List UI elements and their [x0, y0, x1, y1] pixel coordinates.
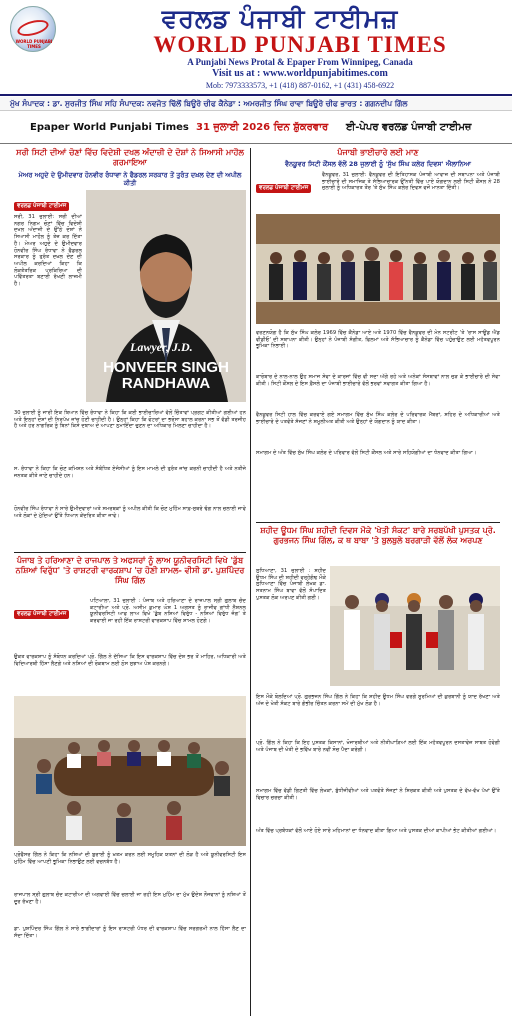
story-4	[256, 526, 500, 1016]
workshop-photo	[14, 696, 246, 846]
story-1-subhead: ਮੇਅਰ ਅਹੁਦੇ ਦੇ ਉਮੀਦਵਾਰ ਹੋਨਵੀਰ ਰੰਧਾਵਾ ਨੇ ਫੈਡਰਲ ਸਰਕਾਰ ਤੋਂ ਤੁਰੰਤ ਦਖ਼ਲ ਦੇਣ ਦੀ ਅਪੀਲ ਕੀਤੀ	[18, 171, 242, 187]
story-3-body-c: ਰਾਜਪਾਲ ਸ੍ਰੀ ਗੁਲਾਬ ਚੰਦ ਕਟਾਰੀਆ ਦੀ ਅਗਵਾਈ ਵਿੱਚ ਚਲਾਈ ਜਾ ਰਹੀ ਇਸ ਮੁਹਿੰਮ ਦਾ ਮੁੱਖ ਉਦੇਸ਼ ਨੌਜਵਾਨਾਂ ਨੂੰ ਨਸ਼ਿਆਂ ਤੋਂ ਦੂਰ ਰੱਖਣਾ ਹੈ।	[14, 892, 246, 905]
news-stamp: ਵਰਲਡ ਪੰਜਾਬੀ ਟਾਈਮਜ	[14, 202, 69, 211]
city-hall-scene-svg	[256, 214, 500, 324]
story-3-body-a: ਉਕਤ ਵਾਰਕਸ਼ਾਪ ਨੂੰ ਸੰਬੋਧਨ ਕਰਦਿਆਂ ਪ੍ਰੋ. ਗਿੱਲ ਨੇ ਦੱਸਿਆ ਕਿ ਇਸ ਵਾਰਕਸ਼ਾਪ ਵਿੱਚ ਦੇਸ਼ ਭਰ ਤੋਂ ਮਾਹਿਰ, ਅਧਿਕਾਰੀ ਅਤੇ ਵਿਦਿਆਰਥੀ ਹਿੱਸਾ ਲੈਣਗੇ ਅਤੇ ਨਸ਼ਿਆਂ ਦੀ ਰੋਕਥਾਮ ਲਈ ਠੋਸ ਸੁਝਾਅ ਪੇਸ਼ ਕਰਨਗੇ।	[14, 654, 246, 667]
story-1-headline: ਸਰੀ ਸਿਟੀ ਦੀਆਂ ਚੋਣਾਂ ਵਿੱਚ ਵਿਦੇਸ਼ੀ ਦਖਲ ਅੰਦਾਜ਼ੀ ਦੇ ਦੋਸ਼ਾਂ ਨੇ ਸਿਆਸੀ ਮਾਹੌਲ ਗਰਮਾਇਆ	[16, 148, 244, 167]
story-divider-right	[256, 522, 500, 523]
story-2	[256, 148, 500, 518]
candidate-photo	[86, 190, 246, 402]
story-2-stamp-wrap	[256, 174, 320, 193]
book-release-scene-svg	[330, 566, 500, 686]
story-1-body-b: 30 ਜੁਲਾਈ ਨੂੰ ਜਾਰੀ ਇਕ ਬਿਆਨ ਵਿੱਚ ਰੰਧਾਵਾ ਨੇ ਕਿਹਾ ਕਿ ਕਈ ਭਾਈਚਾਰਿਆਂ ਵੱਲੋਂ ਚਿੰਤਾਵਾਂ ਪ੍ਰਗਟ ਕੀਤੀਆਂ ਗਈਆਂ ਹਨ ਅਤੇ ਇਨ੍ਹਾਂ ਦੋਸ਼ਾਂ ਦੀ ਨਿਰਪੱਖ ਜਾਂਚ ਹੋਣੀ ਚਾਹੀਦੀ ਹੈ। ਉਨ੍ਹਾਂ ਕਿਹਾ ਕਿ ਵੋਟਰਾਂ ਦਾ ਭਰੋਸਾ ਬਹਾਲ ਕਰਨਾ ਸਭ ਤੋਂ ਵੱਡੀ ਤਰਜੀਹ ਹੈ ਅਤੇ ਹਰ ਨਾਗਰਿਕ ਨੂੰ ਬਿਨਾਂ ਕਿਸੇ ਦਬਾਅ ਦੇ ਆਪਣਾ ਨੁਮਾਇੰਦਾ ਚੁਣਨ ਦਾ ਅਧਿਕਾਰ ਮਿਲਣਾ ਚਾਹੀਦਾ ਹੈ।	[14, 410, 246, 430]
story-4-headline: ਸ਼ਹੀਦ ਊਧਮ ਸਿੰਘ ਸ਼ਹੀਦੀ ਦਿਵਸ ਮੌਕੇ 'ਖੇਤੀ ਸੰਕਟ' ਬਾਰੇ ਸਰਬਪੱਖੀ ਪੁਸਤਕ ਪ੍ਰੋ. ਗੁਰਭਜਨ ਸਿੰਘ ਗਿੱਲ, ਕ ਥ ਬਾਬਾ 'ਤੇ ਬੁਲਬੁਲੇ ਬਰਗਾੜੀ ਵੱਲੋਂ ਲੋਕ ਅਰਪਣ	[260, 526, 496, 545]
story-2-body-a: ਵਰਣਨਯੋਗ ਹੈ ਕਿ ਸੁੱਖ ਸਿੰਘ ਕਲੇਰ 1969 ਵਿੱਚ ਕੈਨੇਡਾ ਆਏ ਅਤੇ 1970 ਵਿੱਚ ਵੈਨਕੂਵਰ ਦੀ ਮੇਨ ਸਟਰੀਟ 'ਤੇ 'ਰਾਸ ਸਾਊਂਡ ਐਂਡ ਵੀਡੀਓ' ਦੀ ਸਥਾਪਨਾ ਕੀਤੀ। ਉਨ੍ਹਾਂ ਨੇ ਪੰਜਾਬੀ ਸੰਗੀਤ, ਫਿਲਮਾਂ ਅਤੇ ਸੱਭਿਆਚਾਰ ਨੂੰ ਕੈਨੇਡਾ ਵਿੱਚ ਪਹੁੰਚਾਉਣ ਲਈ ਮਹੱਤਵਪੂਰਨ ਭੂਮਿਕਾ ਨਿਭਾਈ।	[256, 330, 500, 350]
story-2-body-b: ਕਾਰੋਬਾਰ ਦੇ ਨਾਲ-ਨਾਲ ਉਹ ਸਮਾਜ ਸੇਵਾ ਦੇ ਕਾਰਜਾਂ ਵਿੱਚ ਵੀ ਸਦਾ ਅੱਗੇ ਰਹੇ ਅਤੇ ਅਨੇਕਾਂ ਸੰਸਥਾਵਾਂ ਨਾਲ ਜੁੜ ਕੇ ਭਾਈਚਾਰੇ ਦੀ ਸੇਵਾ ਕੀਤੀ। ਸਿਟੀ ਕੌਂਸਲ ਦੇ ਇਸ ਫ਼ੈਸਲੇ ਦਾ ਪੰਜਾਬੀ ਭਾਈਚਾਰੇ ਵੱਲੋਂ ਭਰਵਾਂ ਸਵਾਗਤ ਕੀਤਾ ਗਿਆ ਹੈ।	[256, 374, 500, 387]
issue-date: 31 ਜੁਲਾਈ 2026 ਦਿਨ ਸ਼ੁੱਕਰਵਾਰ	[196, 122, 329, 133]
story-4-body-b: ਪ੍ਰੋ. ਗਿੱਲ ਨੇ ਕਿਹਾ ਕਿ ਇਹ ਪੁਸਤਕ ਕਿਸਾਨਾਂ, ਖੋਜਾਰਥੀਆਂ ਅਤੇ ਨੀਤੀਘਾੜਿਆਂ ਲਈ ਇੱਕ ਮਹੱਤਵਪੂਰਨ ਦਸਤਾਵੇਜ਼ ਸਾਬਤ ਹੋਵੇਗੀ ਅਤੇ ਪੰਜਾਬ ਦੀ ਖੇਤੀ ਦੇ ਭਵਿੱਖ ਬਾਰੇ ਨਵੀਂ ਸੋਚ ਪੈਦਾ ਕਰੇਗੀ।	[256, 740, 500, 753]
epaper-name: Epaper World Punjabi Times	[30, 122, 189, 133]
book-release-photo	[330, 566, 500, 686]
story-1	[14, 148, 246, 548]
editors-line: ਮੁੱਖ ਸੰਪਾਦਕ : ਡਾ. ਸੁਰਜੀਤ ਸਿੰਘ ਸਹਿ ਸੰਪਾਦਕ: ਨਵਜੋਤ ਢਿੱਲੋਂ ਬਿਊਰੋ ਚੀਫ ਕੈਨੇਡਾ : ਅਮਰਜੀਤ ਸਿੰਘ ਰਾਵਾ ਬਿਊਰੋ ਚੀਫ ਭਾਰਤ : ਗਗਨਦੀਪ ਗਿੱਲ	[0, 97, 512, 111]
website-link[interactable]: Visit us at : www.worldpunjabitimes.com	[212, 68, 388, 79]
story-1-body-a: ਸਰੀ, 31 ਜੁਲਾਈ: ਸਰੀ ਦੀਆਂ ਨਗਰ ਨਿਗਮ ਚੋਣਾਂ ਵਿੱਚ ਵਿਦੇਸ਼ੀ ਦਖਲ ਅੰਦਾਜ਼ੀ ਦੇ ਉੱਠੇ ਦੋਸ਼ਾਂ ਨੇ ਸਿਆਸੀ ਮਾਹੌਲ ਨੂੰ ਤੇਜ਼ ਕਰ ਦਿੱਤਾ ਹੈ। ਮੇਅਰ ਅਹੁਦੇ ਦੇ ਉਮੀਦਵਾਰ ਹੋਨਵੀਰ ਸਿੰਘ ਰੰਧਾਵਾ ਨੇ ਫੈਡਰਲ ਸਰਕਾਰ ਨੂੰ ਤੁਰੰਤ ਦਖ਼ਲ ਦੇਣ ਦੀ ਅਪੀਲ ਕਰਦਿਆਂ ਕਿਹਾ ਕਿ ਲੋਕਤੰਤਰਿਕ ਪ੍ਰਕਿਰਿਆ ਦੀ ਪਵਿੱਤਰਤਾ ਬਣਾਈ ਰੱਖਣੀ ਲਾਜ਼ਮੀ ਹੈ।	[14, 214, 82, 288]
story-4-body-a: ਇਸ ਮੌਕੇ ਬੋਲਦਿਆਂ ਪ੍ਰੋ. ਗੁਰਭਜਨ ਸਿੰਘ ਗਿੱਲ ਨੇ ਕਿਹਾ ਕਿ ਸ਼ਹੀਦ ਊਧਮ ਸਿੰਘ ਵਰਗੇ ਸੂਰਮਿਆਂ ਦੀ ਕੁਰਬਾਨੀ ਨੂੰ ਯਾਦ ਰੱਖਣਾ ਅਤੇ ਅੱਜ ਦੇ ਖੇਤੀ ਸੰਕਟ ਬਾਰੇ ਗੰਭੀਰ ਚਿੰਤਨ ਕਰਨਾ ਸਮੇਂ ਦੀ ਮੁੱਖ ਲੋੜ ਹੈ।	[256, 694, 500, 707]
workshop-scene-svg	[14, 696, 246, 846]
story-4-lead: ਲੁਧਿਆਣਾ, 31 ਜੁਲਾਈ : ਸ਼ਹੀਦ ਊਧਮ ਸਿੰਘ ਦੀ ਸ਼ਹੀਦੀ ਵਰ੍ਹੇਗੰਢ ਮੌਕੇ ਲੁਧਿਆਣਾ ਵਿੱਚ ਪੰਜਾਬੀ ਲੇਖਕ ਡਾ. ਸਤਨਾਮ ਸਿੰਘ ਬਾਵਾ ਵੱਲੋਂ ਸੰਪਾਦਿਤ ਪੁਸਤਕ ਲੋਕ ਅਰਪਣ ਕੀਤੀ ਗਈ।	[256, 568, 326, 601]
story-1-body-d: ਹੋਨਵੀਰ ਸਿੰਘ ਰੰਧਾਵਾ ਨੇ ਸਾਰੇ ਉਮੀਦਵਾਰਾਂ ਅਤੇ ਸਮਰਥਕਾਂ ਨੂੰ ਅਪੀਲ ਕੀਤੀ ਕਿ ਚੋਣ ਮੁਹਿੰਮ ਸਾਫ਼-ਸੁਥਰੇ ਢੰਗ ਨਾਲ ਚਲਾਈ ਜਾਵੇ ਅਤੇ ਲੋਕਾਂ ਦੇ ਮੁੱਦਿਆਂ ਉੱਤੇ ਧਿਆਨ ਕੇਂਦਰਿਤ ਕੀਤਾ ਜਾਵੇ।	[14, 506, 246, 519]
photo-caption-title: Lawyer, J.D.	[130, 340, 193, 354]
tagline: A Punjabi News Protal & Epaper From Winnipeg, Canada	[187, 57, 413, 67]
story-2-body-d: ਸਮਾਗਮ ਦੇ ਅੰਤ ਵਿੱਚ ਸੁੱਖ ਸਿੰਘ ਕਲੇਰ ਦੇ ਪਰਿਵਾਰ ਵੱਲੋਂ ਸਿਟੀ ਕੌਂਸਲ ਅਤੇ ਸਾਰੇ ਸਹਿਯੋਗੀਆਂ ਦਾ ਧੰਨਵਾਦ ਕੀਤਾ ਗਿਆ।	[256, 450, 477, 456]
masthead	[0, 0, 512, 96]
story-4-body-d: ਅੰਤ ਵਿੱਚ ਪ੍ਰਬੰਧਕਾਂ ਵੱਲੋਂ ਆਏ ਹੋਏ ਸਾਰੇ ਮਹਿਮਾਨਾਂ ਦਾ ਧੰਨਵਾਦ ਕੀਤਾ ਗਿਆ ਅਤੇ ਪੁਸਤਕ ਦੀਆਂ ਕਾਪੀਆਂ ਭੇਟ ਕੀਤੀਆਂ ਗਈਆਂ।	[256, 828, 497, 834]
title-english: WORLD PUNJABI TIMES	[153, 32, 447, 57]
story-3-body-b: ਪ੍ਰੋਫੈਸਰ ਗਿੱਲ ਨੇ ਕਿਹਾ ਕਿ ਨਸ਼ਿਆਂ ਦੀ ਬੁਰਾਈ ਨੂੰ ਖ਼ਤਮ ਕਰਨ ਲਈ ਸਮੂਹਿਕ ਯਤਨਾਂ ਦੀ ਲੋੜ ਹੈ ਅਤੇ ਯੂਨੀਵਰਸਿਟੀ ਇਸ ਮੁਹਿੰਮ ਵਿੱਚ ਆਪਣੀ ਭੂਮਿਕਾ ਨਿਭਾਉਣ ਲਈ ਵਚਨਬੱਧ ਹੈ।	[14, 852, 246, 865]
title-gurmukhi: ਵਰਲਡ ਪੰਜਾਬੀ ਟਾਈਮਜ਼	[161, 4, 399, 33]
story-2-lead: ਵੈਨਕੂਵਰ, 31 ਜੁਲਾਈ: ਵੈਨਕੂਵਰ ਦੀ ਇਤਿਹਾਸਕ ਪੰਜਾਬੀ ਆਵਾਜ਼ ਦੀ ਸਥਾਪਨਾ ਅਤੇ ਪੰਜਾਬੀ ਭਾਈਚਾਰੇ ਦੀ ਸਮਾਜਿਕ ਤੇ ਸੱਭਿਆਚਾਰਕ ਉੱਨਤੀ ਵਿੱਚ ਪਾਏ ਯੋਗਦਾਨ ਲਈ ਸਿਟੀ ਕੌਂਸਲ ਨੇ 28 ਜੁਲਾਈ ਨੂੰ ਅਧਿਕਾਰਤ ਤੌਰ 'ਤੇ ਸੁੱਖ ਸਿੰਘ ਕਲੇਰ ਦਿਵਸ ਵਜੋਂ ਮਾਨਤਾ ਦਿੱਤੀ।	[322, 172, 500, 192]
story-1-body-c: ਸ. ਰੰਧਾਵਾ ਨੇ ਕਿਹਾ ਕਿ ਚੋਣ ਕਮਿਸ਼ਨ ਅਤੇ ਸੰਬੰਧਿਤ ਏਜੰਸੀਆਂ ਨੂੰ ਇਸ ਮਾਮਲੇ ਦੀ ਤੁਰੰਤ ਜਾਂਚ ਕਰਨੀ ਚਾਹੀਦੀ ਹੈ ਅਤੇ ਨਤੀਜੇ ਜਨਤਕ ਕੀਤੇ ਜਾਣੇ ਚਾਹੀਦੇ ਹਨ।	[14, 466, 246, 479]
story-3	[14, 556, 246, 1016]
story-1-lead-column	[14, 192, 82, 288]
city-hall-photo	[256, 214, 500, 324]
globe-logo-icon	[10, 6, 56, 52]
story-2-headline: ਪੰਜਾਬੀ ਭਾਈਚਾਰੇ ਲਈ ਮਾਣ	[337, 148, 419, 157]
story-divider-left	[14, 552, 246, 553]
contact-numbers: Mob: 7973333573, +1 (418) 887-0162, +1 (431) 458-6922	[205, 81, 395, 90]
date-bar	[0, 114, 512, 144]
photo-caption-name: HONVEER SINGH RANDHAWA	[103, 359, 229, 392]
news-stamp: ਵਰਲਡ ਪੰਜਾਬੀ ਟਾਈਮਜ	[14, 610, 69, 619]
column-divider	[250, 148, 251, 1016]
story-3-headline: ਪੰਜਾਬ ਤੇ ਹਰਿਆਣਾ ਦੇ ਰਾਜਪਾਲ ਤੇ ਅਫਸਰਾਂ ਨੂੰ ਲਾਅ ਯੂਨੀਵਰਸਿਟੀ ਵਿਖੇ 'ਡੁੱਬ ਨਸ਼ਿਆਂ ਵਿਰੁੱਧ' 'ਤੇ ਰਾਸ਼ਟਰੀ ਵਾਰਕਸ਼ਾਪ 'ਚ ਹੋਣੀ ਸ਼ਾਮਲ- ਵੀਸੀ ਡਾ. ਪੁਸ਼ਪਿੰਦਰ ਸਿੰਘ ਗਿੱਲ	[15, 556, 245, 585]
story-3-stamp-wrap	[14, 600, 86, 619]
story-2-body-c: ਵੈਨਕੂਵਰ ਸਿਟੀ ਹਾਲ ਵਿੱਚ ਕਰਵਾਏ ਗਏ ਸਮਾਗਮ ਵਿੱਚ ਸੁੱਖ ਸਿੰਘ ਕਲੇਰ ਦੇ ਪਰਿਵਾਰਕ ਮੈਂਬਰਾਂ, ਸ਼ਹਿਰ ਦੇ ਅਧਿਕਾਰੀਆਂ ਅਤੇ ਭਾਈਚਾਰੇ ਦੇ ਪਤਵੰਤੇ ਸੱਜਣਾਂ ਨੇ ਸ਼ਮੂਲੀਅਤ ਕੀਤੀ ਅਤੇ ਉਨ੍ਹਾਂ ਦੇ ਯੋਗਦਾਨ ਨੂੰ ਯਾਦ ਕੀਤਾ।	[256, 412, 500, 425]
news-stamp: ਵਰਲਡ ਪੰਜਾਬੀ ਟਾਈਮਜ	[256, 184, 311, 193]
story-3-lead: ਪਟਿਆਲਾ, 31 ਜੁਲਾਈ : ਪੰਜਾਬ ਅਤੇ ਹਰਿਆਣਾ ਦੇ ਰਾਜਪਾਲ ਸ੍ਰੀ ਗੁਲਾਬ ਚੰਦ ਕਟਾਰੀਆ ਅਤੇ ਪ੍ਰੋ. ਅਸੀਮ ਕੁਮਾਰ ਘੋਸ਼ 1 ਅਗਸਤ ਨੂੰ ਰਾਜੀਵ ਗਾਂਧੀ ਨੈਸ਼ਨਲ ਯੂਨੀਵਰਸਿਟੀ ਆਫ ਲਾਅ ਵਿਖੇ 'ਡੁੱਬ ਨਸ਼ਿਆਂ ਵਿਰੁੱਧ - ਨਸ਼ਿਆਂ ਵਿਰੁੱਧ ਜੰਗ' ਤੇ ਕਰਵਾਈ ਜਾ ਰਹੀ ਇੱਕ ਰਾਸ਼ਟਰੀ ਵਾਰਕਸ਼ਾਪ ਵਿੱਚ ਸ਼ਾਮਲ ਹੋਣਗੇ।	[90, 598, 246, 625]
story-2-subhead: ਵੈਨਕੂਵਰ ਸਿਟੀ ਕੌਂਸਲ ਵੱਲੋਂ 28 ਜੁਲਾਈ ਨੂੰ 'ਸੁੱਖ ਸਿੰਘ ਕਲੇਰ ਦਿਵਸ' ਐਲਾਨਿਆ	[285, 160, 471, 168]
story-4-body-c: ਸਮਾਗਮ ਵਿੱਚ ਵੱਡੀ ਗਿਣਤੀ ਵਿੱਚ ਲੇਖਕਾਂ, ਬੁੱਧੀਜੀਵੀਆਂ ਅਤੇ ਪਤਵੰਤੇ ਸੱਜਣਾਂ ਨੇ ਸ਼ਿਰਕਤ ਕੀਤੀ ਅਤੇ ਪੁਸਤਕ ਦੇ ਵੱਖ-ਵੱਖ ਪੱਖਾਂ ਉੱਤੇ ਵਿਚਾਰ ਚਰਚਾ ਕੀਤੀ।	[256, 788, 500, 801]
logo-text: WORLD PUNJABI TIMES	[15, 39, 53, 49]
story-3-body-d: ਡਾ. ਪੁਸ਼ਪਿੰਦਰ ਸਿੰਘ ਗਿੱਲ ਨੇ ਸਾਰੇ ਭਾਗੀਦਾਰਾਂ ਨੂੰ ਇਸ ਰਾਸ਼ਟਰੀ ਪੱਧਰ ਦੀ ਵਾਰਕਸ਼ਾਪ ਵਿੱਚ ਸਰਗਰਮੀ ਨਾਲ ਹਿੱਸਾ ਲੈਣ ਦਾ ਸੱਦਾ ਦਿੱਤਾ।	[14, 926, 246, 939]
epaper-name-gurmukhi: ਈ-ਪੇਪਰ ਵਰਲਡ ਪੰਜਾਬੀ ਟਾਈਮਜ਼	[346, 122, 472, 133]
